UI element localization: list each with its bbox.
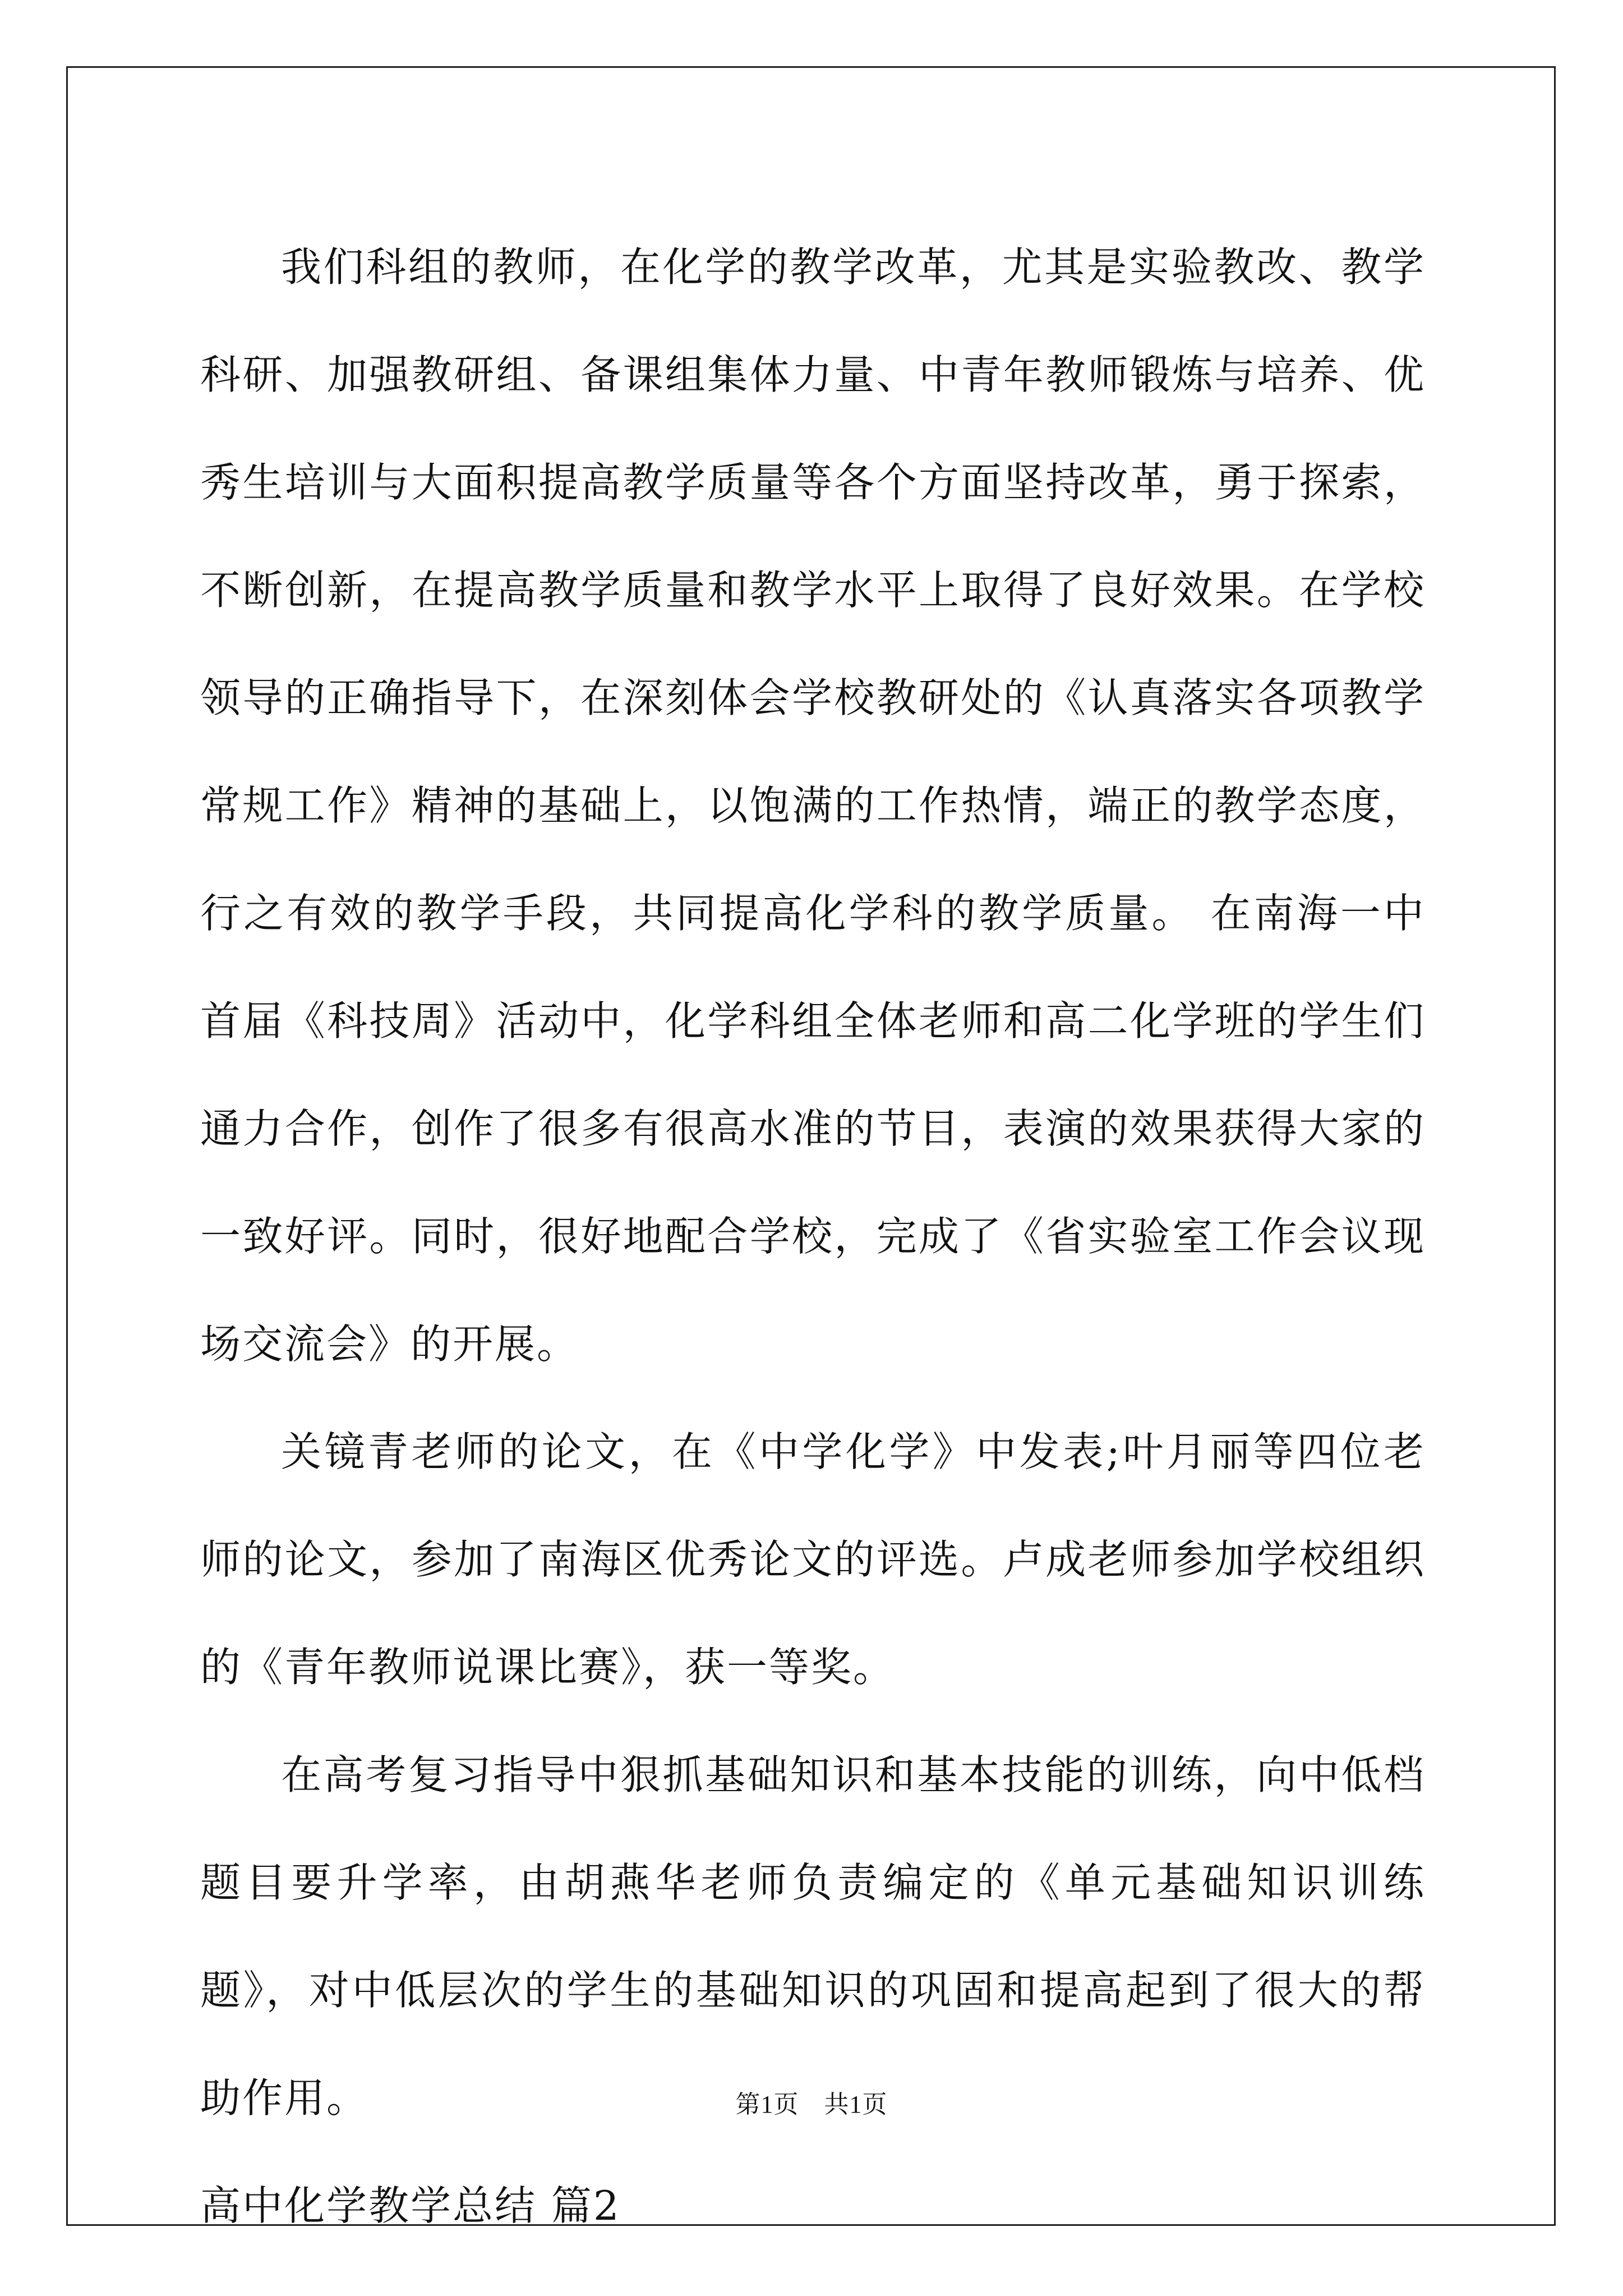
page-footer: 第1页 共1页 [735, 2091, 888, 2118]
section-heading: 高中化学教学总结 篇2 [200, 2182, 621, 2229]
document-body [200, 213, 1426, 2260]
paragraph-3: 在高考复习指导中狠抓基础知识和基本技能的训练，向中低档题目要升学率，由胡燕华老师负责编定的《单元基础知识训练题》，对中低层次的学生的基础知识的巩固和提高起到了很大的帮助作用。 [200, 1751, 1426, 2122]
paragraph-2: 关镜青老师的论文，在《中学化学》中发表;叶月丽等四位老师的论文，参加了南海区优秀论文的评选。卢成老师参加学校组织的《青年教师说课比赛》，获一等奖。 [200, 1428, 1426, 1691]
paragraph-1: 我们科组的教师，在化学的教学改革，尤其是实验教改、教学科研、加强教研组、备课组集体力量、中青年教师锻炼与培养、优秀生培训与大面积提高教学质量等各个方面坚持改革，勇于探索，不断创新，在提高教学质量和教学水平上取得了良好效果。在学校领导的正确指导下，在深刻体会学校教研处的《认真落实各项教学常规工作》精神的基础上，以饱满的工作热情，端正的教学态度，行之有效的教学手段，共同提高化学科的教学质量。 在南海一中首届《科技周》活动中，化学科组全体老师和高二化学班的学生们通力合作，创作了很多有很高水准的节目，表演的效果获得大家的一致好评。同时，很好地配合学校，完成了《省实验室工作会议现场交流会》的开展。 [200, 243, 1426, 1368]
